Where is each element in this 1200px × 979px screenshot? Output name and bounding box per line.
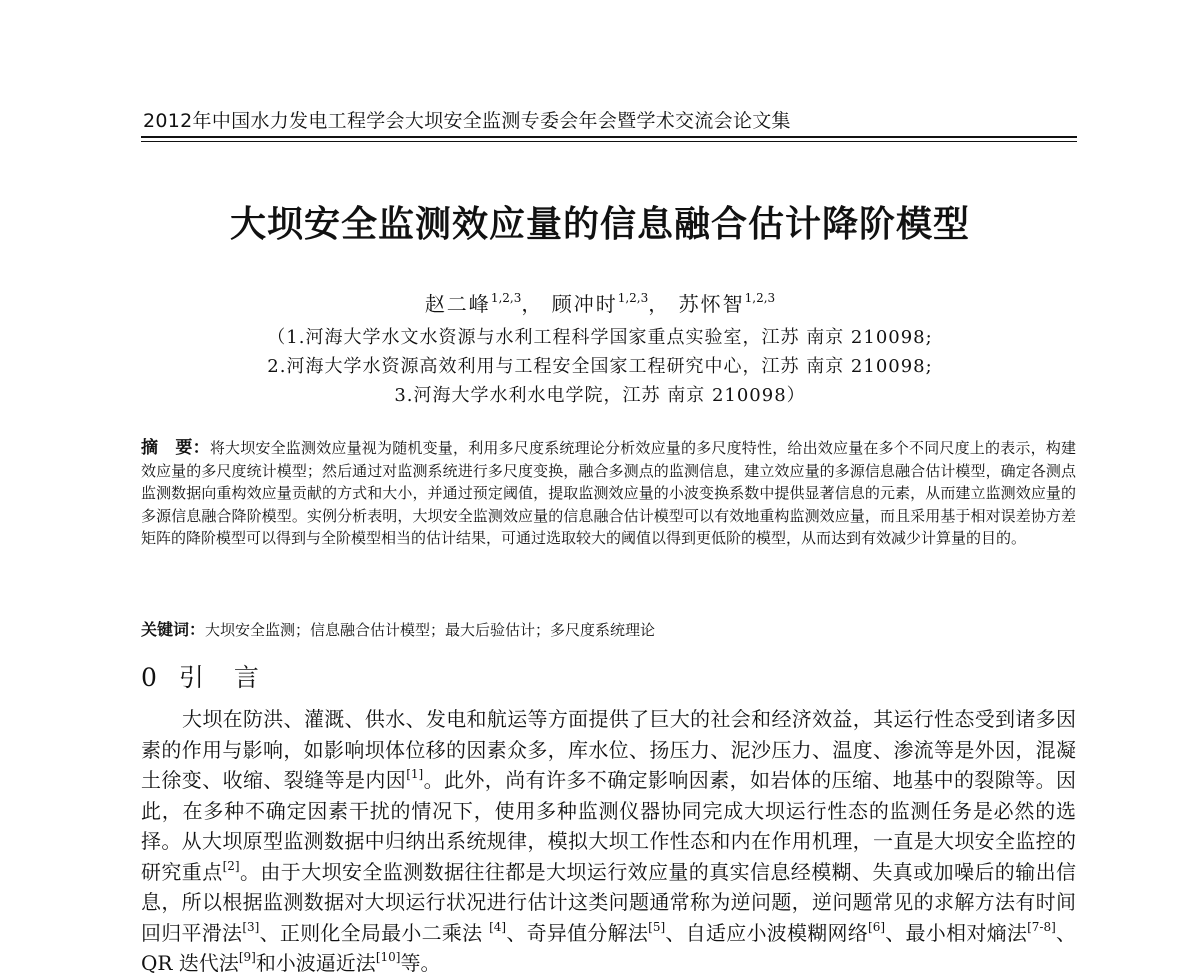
body-text-segment: 大坝在防洪、灌溉、供水、发电和航运等方面提供了巨大的社会和经济效益，其运行性态受到诸多因素的作用与影响，如影响坝体位移的因素众多，库水位、扬压力、泥沙压力、温度、渗流等是外因，混凝土徐变、收缩、裂缝等是内因 xyxy=(141,707,1076,792)
citation: [10] xyxy=(375,950,401,964)
citation: [1] xyxy=(406,767,424,781)
citation: [7-8] xyxy=(1027,919,1056,934)
affiliation-line: 3.河海大学水利水电学院，江苏 南京 210098） xyxy=(394,385,806,406)
author-separator: ， xyxy=(521,292,544,316)
paper-title: 大坝安全监测效应量的信息融合估计降阶模型 xyxy=(229,203,970,245)
abstract-text: 将大坝安全监测效应量视为随机变量，利用多尺度系统理论分析效应量的多尺度特性，给出效应量在多个不同尺度上的表示，构建效应量的多尺度统计模型；然后通过对监测系统进行多尺度变换，融合多测点的监测信息，建立效应量的多源信息融合估计模型，确定各测点监测数据向重构效应量贡献的方式和大小，并通过预定阈值，提取监测效应量的小波变换系数中提供显著信息的元素，从而建立监测效应量的多源信息融合降阶模型。实例分析表明，大坝安全监测效应量的信息融合估计模型可以有效地重构监测效应量，而且采用基于相对误差协方差矩阵的降阶模型可以得到与全阶模型相当的估计结果，可通过选取较大的阈值以得到更低阶的模型，从而达到有效减少计算量的目的。 xyxy=(141,439,1077,547)
section-heading xyxy=(141,658,289,694)
body-text-segment: 、正则化全局最小二乘法 xyxy=(259,920,490,945)
author-name: 顾冲时 xyxy=(551,292,618,316)
citation: [4] xyxy=(489,919,507,934)
author-affil-mark: 1,2,3 xyxy=(490,291,522,305)
author-name: 苏怀智 xyxy=(678,292,745,316)
body-text-segment: 、最小相对熵法 xyxy=(885,920,1028,945)
body-text-segment: 、奇异值分解法 xyxy=(506,920,649,945)
running-header: 2012年中国水力发电工程学会大坝安全监测专委会年会暨学术交流会论文集 xyxy=(143,110,791,132)
citation: [2] xyxy=(222,858,240,873)
body-text-segment: 和小波逼近法 xyxy=(255,951,376,975)
section-title: 引言 xyxy=(178,663,289,692)
author-separator: ， xyxy=(648,292,671,316)
body-text-segment: 、QR 迭代法 xyxy=(141,920,1077,975)
header-rule-thin xyxy=(141,141,1077,142)
citation: [6] xyxy=(868,919,886,934)
header-rule-thick xyxy=(141,136,1077,138)
citation: [5] xyxy=(648,919,666,934)
keywords xyxy=(141,617,1076,640)
keywords-label: 关键词： xyxy=(141,620,206,639)
citation: [9] xyxy=(238,950,256,964)
author-affil-mark: 1,2,3 xyxy=(617,291,649,305)
body-text-segment: 。此外，尚有许多不确定影响因素，如岩体的压缩、地基中的裂隙等。因此，在多种不确定因素干扰的情况下，使用多种监测仪器协同完成大坝运行性态的监测任务是必然的选择。从大坝原型监测数据中归纳出系统规律，模拟大坝工作性态和内在作用机理，一直是大坝安全监控的研究重点 xyxy=(141,768,1077,884)
author-name: 赵二峰 xyxy=(424,292,491,316)
author-list xyxy=(0,288,1200,317)
section-number: 0 xyxy=(141,663,157,692)
body-text-segment: 、自适应小波模糊网络 xyxy=(665,920,869,945)
author-affil-mark: 1,2,3 xyxy=(744,291,776,305)
abstract-label: 摘 要： xyxy=(141,438,210,458)
body-paragraph xyxy=(141,704,1076,979)
body-text-segment: 等。 xyxy=(400,951,441,975)
abstract xyxy=(141,437,1076,550)
affiliation-line: （1.河海大学水文水资源与水利工程科学国家重点实验室，江苏 南京 210098; xyxy=(267,327,933,348)
body-text-segment: 。由于大坝安全监测数据往往都是大坝运行效应量的真实信息经模糊、失真或加噪后的输出信息，所以根据监测数据对大坝运行状况进行估计这类问题通常称为逆问题，逆问题常见的求解方法有时间回归平滑法 xyxy=(141,859,1077,945)
citation: [3] xyxy=(242,919,260,934)
affiliation-line: 2.河海大学水资源高效利用与工程安全国家工程研究中心，江苏 南京 210098; xyxy=(267,356,933,377)
keywords-text: 大坝安全监测；信息融合估计模型；最大后验估计；多尺度系统理论 xyxy=(205,621,656,639)
